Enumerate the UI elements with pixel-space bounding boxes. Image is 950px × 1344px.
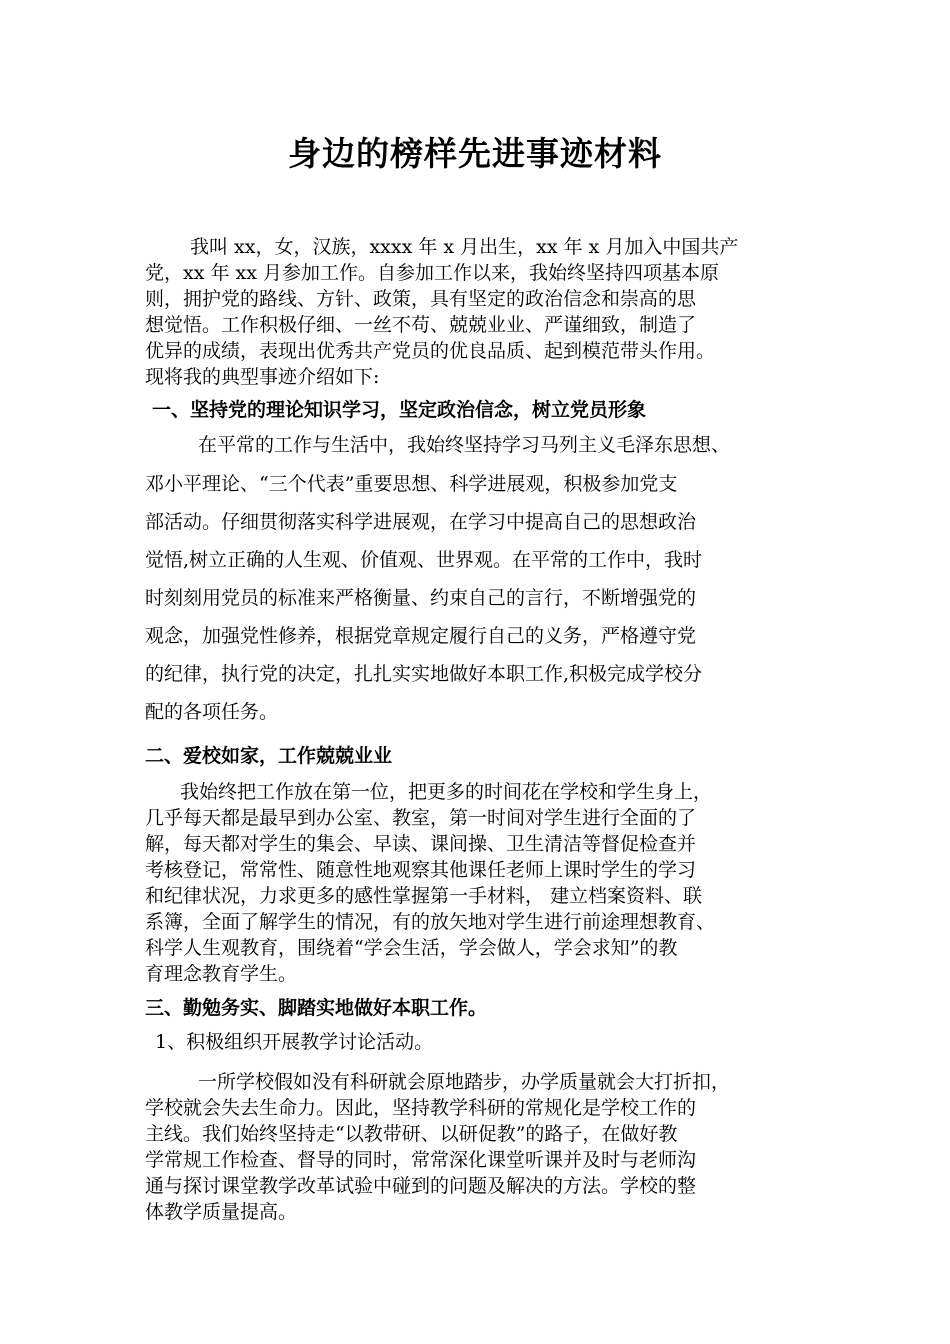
intro-line: 想觉悟。工作积极仔细、一丝不苟、兢兢业业、严谨细致，制造了 [145, 314, 697, 336]
paragraph-line: 的纪律，执行党的决定，扎扎实实地做好本职工作,积极完成学校分 [145, 663, 703, 685]
paragraph-line: 邓小平理论、“三个代表”重要思想、科学进展观，积极参加党支 [145, 473, 678, 495]
section-heading: 一、坚持党的理论知识学习，坚定政治信念，树立党员形象 [152, 399, 647, 421]
paragraph-line: 我始终把工作放在第一位，把更多的时间花在学校和学生身上， [180, 781, 713, 803]
paragraph-line: 部活动。仔细贯彻落实科学进展观，在学习中提高自己的思想政治 [145, 511, 697, 533]
paragraph-line: 考核登记，常常性、随意性地观察其他课任老师上课时学生的学习 [145, 859, 697, 881]
document-title: 身边的榜样先进事迹材料 [288, 134, 662, 173]
paragraph-line: 解，每天都对学生的集会、早读、课间操、卫生清洁等督促检查并 [145, 833, 697, 855]
paragraph-line: 科学人生观教育，围绕着“学会生活，学会做人，学会求知”的教 [145, 937, 678, 959]
paragraph-line: 觉悟,树立正确的人生观、价值观、世界观。在平常的工作中，我时 [145, 549, 703, 571]
paragraph-line: 主线。我们始终坚持走“以教带研、以研促教”的路子，在做好教 [145, 1123, 678, 1145]
paragraph-line: 观念，加强党性修养，根据党章规定履行自己的义务，严格遵守党 [145, 625, 697, 647]
paragraph-line: 育理念教育学生。 [145, 963, 298, 985]
paragraph-line: 通与探讨课堂教学改革试验中碰到的问题及解决的方法。学校的整 [145, 1175, 697, 1197]
section-heading: 二、爱校如家，工作兢兢业业 [145, 745, 393, 767]
section-heading: 三、勤勉务实、脚踏实地做好本职工作。 [145, 997, 488, 1019]
paragraph-line: 几乎每天都是最早到办公室、教室，第一时间对学生进行全面的了 [145, 807, 697, 829]
intro-line: 优异的成绩，表现出优秀共产党员的优良品质、起到模范带头作用。 [145, 340, 716, 362]
intro-line: 我叫 xx，女，汉族，xxxx 年 x 月出生，xx 年 x 月加入中国共产 [190, 236, 739, 258]
paragraph-line: 学校就会失去生命力。因此，坚持教学科研的常规化是学校工作的 [145, 1097, 697, 1119]
paragraph-line: 和纪律状况，力求更多的感性掌握第一手材料， 建立档案资料、联 [145, 885, 703, 907]
intro-line: 党，xx 年 xx 月参加工作。自参加工作以来，我始终坚持四项基本原 [145, 262, 719, 284]
paragraph-line: 在平常的工作与生活中，我始终坚持学习马列主义毛泽东思想、 [198, 434, 731, 456]
paragraph-line: 配的各项任务。 [145, 701, 279, 723]
paragraph-line: 学常规工作检查、督导的同时，常常深化课堂听课并及时与老师沟 [145, 1149, 697, 1171]
sub-item: 1、积极组织开展教学讨论活动。 [155, 1031, 434, 1053]
paragraph-line: 体教学质量提高。 [145, 1201, 298, 1223]
intro-line: 现将我的典型事迹介绍如下: [145, 366, 380, 388]
paragraph-line: 系簿，全面了解学生的情况，有的放矢地对学生进行前途理想教育、 [145, 911, 716, 933]
paragraph-line: 时刻刻用党员的标准来严格衡量、约束自己的言行，不断增强党的 [145, 587, 697, 609]
paragraph-line: 一所学校假如没有科研就会原地踏步，办学质量就会大打折扣， [198, 1071, 731, 1093]
intro-line: 则，拥护党的路线、方针、政策，具有坚定的政治信念和崇高的思 [145, 288, 697, 310]
